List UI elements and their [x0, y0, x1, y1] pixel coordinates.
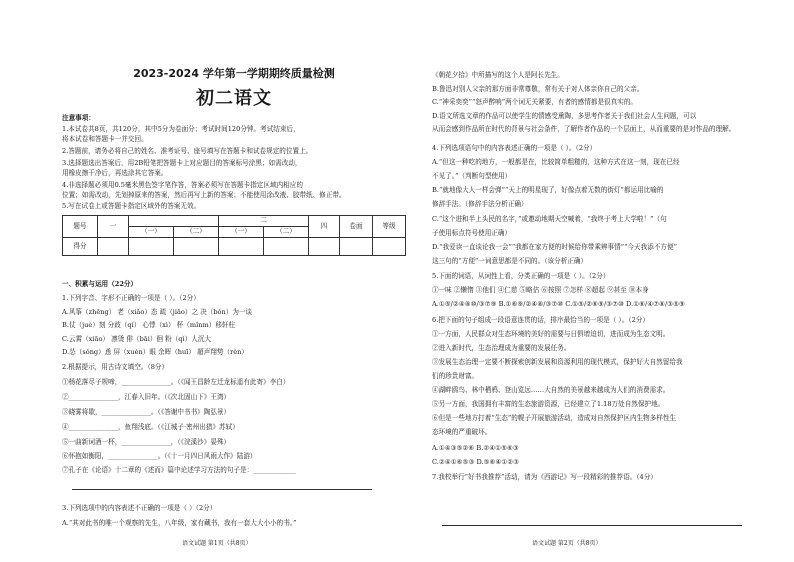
fill-line: ③晓雾将歇，_______________。（《答谢中书书》陶弘景） — [62, 408, 231, 416]
text-line: ②进入新时代，生态治理成为重要的发展任务。 — [432, 344, 571, 352]
text-line: ①一方面，人民群众对生态环境的美好的需要与日俱增迫切，进而成为生态文明。 — [432, 330, 670, 338]
notice-line: 3.选择题选出答案后，用2B铅笔把答题卡上对应题目的答案标号涂黑；如需改动， — [62, 159, 302, 167]
text-line: A.①④③⑤②⑥ B.②④①⑤⑥③ — [432, 444, 519, 452]
text-line: ⑥但是一些地方打着“生态”的幌子开展旅游活动，造成对自然保护区内生物多样性生 — [432, 414, 677, 422]
text-line: A.“但这一种吃的地方，一般都是在，比较简单粗糙的，这种方式在这一刻，现在已经 — [432, 158, 680, 166]
question: 3.下列选项中的内容表述不正确的一项是（ ）（2分） — [62, 504, 217, 512]
exam-title: 2023-2024 学年第一学期期终质量检测 — [133, 67, 335, 80]
section-heading: 一、积累与运用（22分） — [62, 280, 138, 288]
fill-line: ②_______________，江春入旧年。（《次北固山下》王湾） — [62, 393, 231, 401]
table-cell — [129, 238, 174, 256]
subject-title: 初二语文 — [196, 88, 272, 109]
fill-line: ⑥怀抱如衡阳，_______________。（《十一月四日风雨大作》陆游） — [62, 452, 257, 460]
notice-line: 位置；如需改动，先划掉原来的答案，然后再写上新的答案；不能使用涂改液、胶带纸、修正带。 — [62, 191, 346, 199]
table-cell: 等级 — [373, 216, 406, 238]
text-line: C.“神采奕奕”“怒声醉响”两个词无关紧要，有者的感情都是很真实的。 — [432, 98, 638, 106]
notice-line: 4.非选择题必须用0.5毫米黑色签字笔作答，答案必须写在答题卡指定区域内相应的 — [62, 181, 303, 189]
text-line: ④湖畔鸥鸟、林中栖鸦、登山览远……大自然的美景越来越成为人们的消费需求。 — [432, 386, 670, 394]
text-line: 6.把下面的句子组成一段语意连贯的话，排序最恰当的一项是（ ）。（2分） — [432, 316, 649, 324]
text-line: D.语文所选文章的作品可以使学生的情感受熏陶，多思考作者关于我们社会人生问题，可以 — [432, 112, 697, 120]
text-line: ③发展生态治理一定要不断探索创新发展和资源利用的现代模式，保护好大自然留给我 — [432, 358, 683, 366]
table-cell — [373, 238, 406, 256]
table-cell — [264, 238, 309, 256]
page-right — [432, 0, 762, 562]
fill-line: ⑦孔子在《论语》十二章的《述而》篇中论述学习方法的句子是：_____________ — [62, 466, 297, 474]
text-line: C.②④①⑥⑤③ D.⑤⑥④①②③ — [432, 458, 520, 466]
fill-line: ⑤一曲新词酒一杯，_______________，（《浣溪沙》晏殊） — [62, 438, 231, 446]
page-left — [62, 0, 406, 562]
notice-line: 1.本试卷共8页，共120分，其中5分为卷面分；考试时间120分钟。考试结束后， — [62, 125, 300, 133]
text-line: 修辞手法。（修辞手法分析正确） — [432, 200, 528, 208]
table-cell: 题号 — [63, 216, 98, 238]
table-cell — [309, 238, 340, 256]
text-line: ⑤另一方面，我国拥有丰富的生态旅游资源，已经建立了1.18万处自然保护地。 — [432, 400, 665, 408]
question: 1.下列字音、字形不正确的一项是（ ）。（2分） — [62, 294, 200, 302]
notice-title: 注意事项： — [62, 114, 95, 122]
score-table — [62, 215, 406, 256]
table-cell — [98, 238, 129, 256]
page-footer: 语文试题 第2页（共8页） — [532, 540, 602, 547]
answer-line — [442, 525, 742, 526]
page-footer: 语文试题 第1页（共8页） — [182, 540, 252, 547]
option-row: B.仗（juè）刻 分歧（qí） 心悸（xì） 杯（mǐnm）移轩柱 — [62, 321, 236, 329]
option-row: D.怂（sǒng）恿 屏（xuèn）眼 余晖（huī） 超声翔势（rèn） — [62, 348, 248, 356]
text-line: 5.下面的词语，从词性上看，分类正确的一项是（ ）。（2分） — [432, 272, 610, 280]
text-line: D.“我爱读一直谈论我一会”“我都在家方便的时候给你带乘辨事情”“今天我添不方便” — [432, 243, 677, 251]
notice-line: 2.答题前，请务必将自己的姓名、准考证号、座号填写在答题卡和试卷规定的位置上。 — [62, 147, 313, 155]
text-line: A.①⑤/②④⑧⑩/③⑦⑨ B.①⑥⑨/②④⑧/③⑦⑩ C.①⑤/②⑥⑨/③⑦⑩ D.①⑥/④⑦⑧/③⑤⑨ — [432, 300, 685, 308]
text-line: ①一味 ②懒惰 ③他们 ④仁慈 ⑤略估 ⑥按照 ⑦怎样 ⑧超起 ⑨甚至 ⑩本身 — [432, 286, 649, 294]
fill-line: ①杨花落尽子规啼，_______________。（《闻王昌龄左迁龙标遥有此寄》李白） — [62, 378, 290, 386]
table-cell: （一） — [219, 227, 264, 238]
option-row: A.风筝（zhēng） 老（xiǎo）态 疏（jiǎo）之 决（bǒn）为一谈 — [62, 308, 253, 316]
table-cell: 二 — [219, 216, 309, 227]
text-line: 不见了。”（判断句型使用） — [432, 172, 512, 180]
table-cell: 一 — [98, 216, 129, 238]
answer-line — [72, 489, 372, 490]
text-line: C.“这个进和半上头民的名字，”或邀动地期天空喊着，“我终于考上大学啦！”（句 — [432, 215, 667, 223]
text-line: 子使用标点符号使用正确） — [432, 229, 512, 237]
table-cell: 四 — [309, 216, 340, 238]
option-row: A.“其对此书的唯一个观察的先生，八年级，家有藏书，我有一套大大小小的书。” — [62, 519, 297, 527]
table-cell: （二） — [174, 227, 219, 238]
notice-line: 将本试卷和答题卡一并交回。 — [62, 135, 148, 143]
option-row: C.云霄（xiāo） 凛烫 俳（bāi）徊 粉（qì）人沉大 — [62, 335, 212, 343]
table-cell: （一） — [129, 227, 174, 238]
text-line: 们的珍贵财富。 — [432, 372, 479, 380]
text-line: B.鲁迅对别人父亲的那方面非常尊敬，常有关于对人体亲你自己的父亲。 — [432, 85, 644, 93]
table-cell: 卷面 — [340, 216, 373, 238]
table-cell — [174, 238, 219, 256]
text-line: 从而会感到作品所在时代的背景与社会条件，了解作者作品的一个层面上，从而重要的是对作品的理解。 — [432, 125, 736, 133]
table-cell — [129, 216, 219, 227]
notice-line: 用橡皮擦干净后，再选涂其它答案。 — [62, 169, 168, 177]
table-cell: 得分 — [63, 238, 98, 256]
text-line: 4.下列选项语句中的内容表述正确的一项是（ ）。（2分） — [432, 144, 597, 152]
fill-line: ④_______________，鱼翔浅底。（《江城子·密州出猎》苏轼） — [62, 423, 239, 431]
question: 2.根据提示，用古诗文填空。（8分） — [62, 363, 169, 371]
table-cell — [219, 238, 264, 256]
table-cell — [340, 238, 373, 256]
text-line: 《朝花夕拾》中所描写的这个人是阿长先生。 — [432, 71, 564, 79]
text-line: B.“就地像大人一样会弹”“天上的明星现了，好像点着无数的街灯”都运用比喻的 — [432, 186, 664, 194]
text-line: 7.我校举行“好书我推荐”活动，请为《西游记》写一段精彩的推荐语。（4分） — [432, 473, 657, 481]
text-line: 态环境的严重破坏。 — [432, 428, 492, 436]
text-line: 这三句的“方便”一词意思都是不同的。（该分析正确） — [432, 257, 588, 265]
table-cell: （二） — [264, 227, 309, 238]
notice-line: 5.写在试卷上或答题卡指定区域外的答案无效。 — [62, 202, 201, 210]
